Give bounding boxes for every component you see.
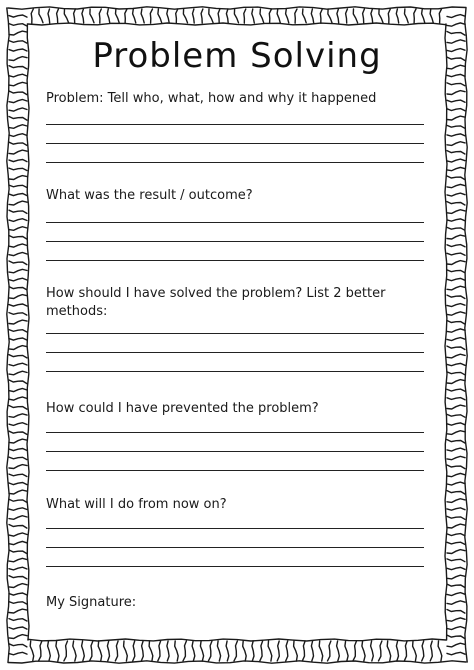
answer-line[interactable] [46,371,424,372]
answer-line[interactable] [46,432,424,433]
answer-line[interactable] [46,566,424,567]
answer-line[interactable] [46,333,424,334]
answer-line[interactable] [46,241,424,242]
answer-line[interactable] [46,451,424,452]
section-prevention [46,400,426,471]
answer-line[interactable] [46,470,424,471]
prompt-problem: Problem: Tell who, what, how and why it happened [46,91,377,106]
answer-line[interactable] [46,547,424,548]
answer-line[interactable] [46,222,424,223]
answer-line[interactable] [46,260,424,261]
section-better-methods [46,285,426,372]
page-title [0,36,474,76]
prompt-from-now-on: What will I do from now on? [46,497,227,512]
prompt-outcome: What was the result / outcome? [46,188,253,203]
section-problem [46,90,426,163]
title-text: Problem Solving [92,36,382,76]
answer-line[interactable] [46,528,424,529]
section-from-now-on [46,496,426,567]
answer-line[interactable] [46,352,424,353]
answer-line[interactable] [46,124,424,125]
signature-label: My Signature: [46,595,137,610]
prompt-better-methods: How should I have solved the problem? List 2 better methods: [46,286,386,319]
section-signature [46,594,426,612]
answer-line[interactable] [46,162,424,163]
section-outcome [46,187,426,261]
prompt-prevention: How could I have prevented the problem? [46,401,319,416]
answer-line[interactable] [46,143,424,144]
